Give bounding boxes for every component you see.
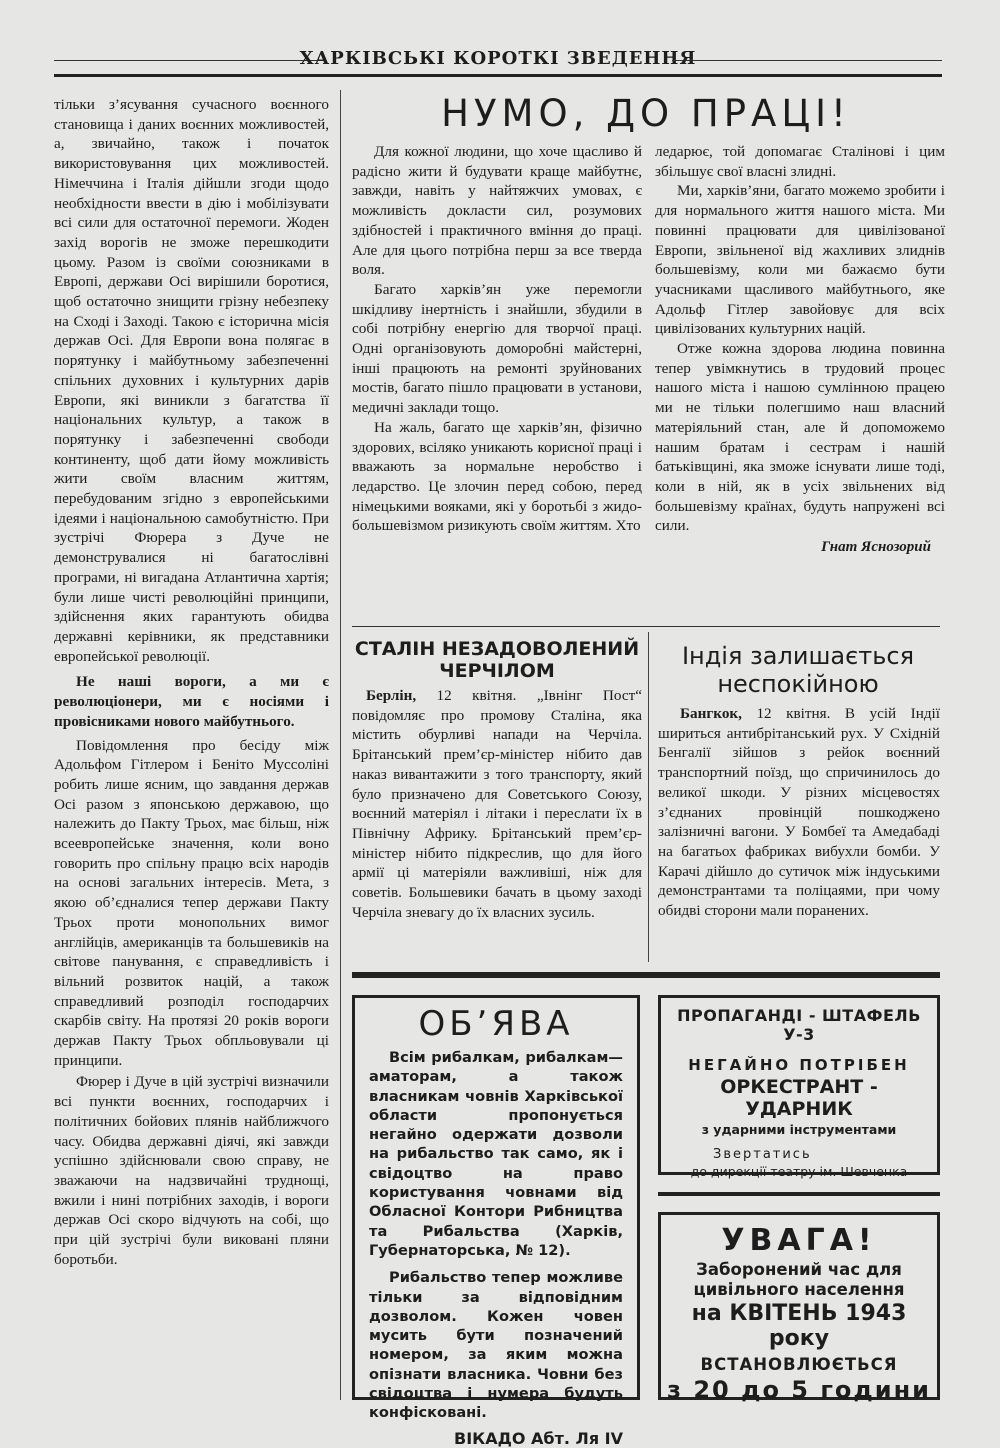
notice-signature: ВІКАДО Абт. Ля IV — [454, 1428, 623, 1448]
column-divider — [340, 90, 341, 1400]
masthead-rule-right — [672, 60, 942, 61]
stalin-article-body — [352, 686, 642, 922]
article-text: 12 квітня. „Івнінг Пост“ повідомляє про промову Сталіна, яка містить обурливі напади на Черчіла. Брітанський прем’єр-міністер нібито дав наказ вивантажити з того транспорту, який було призначено для Советського Союзу, воєнний матеріял і літаки і переслати їх в Північну Африку. Брітанський прем’єр-міністер нібито підкреслив, що для його армії ці матеріяли важливіші, ніж для советів. Большевики бачать в цьому заході Черчіла зневагу до їх власних зусиль. — [352, 687, 642, 921]
notice-box — [352, 995, 640, 1448]
paragraph: Фюрер і Дуче в цій зустрічі визначили всі пункти воєнних, господарчих і політичних бойових плянів найближчого часу. Обидва державні діячі, які завжди успішно здійснювали свою справу, не зважаючи на надзвичайні труднощі, вжили і нині потрібних заходів, і вороги держав Осі скоро відчують на собі, що при цій зустрічі були виковані пляни боротьби. — [54, 1073, 329, 1268]
paragraph: Всім рибалкам, рибалкам—аматорам, а також власникам човнів Харківської области пропонується негайно одержати дозволи на рибальство так само, як і свідоцтво на право користування човнами від Обласної Контори Рибництва та Рибальства (Харків, Губернаторська, № 12). — [369, 1049, 623, 1259]
stalin-headline: СТАЛІН НЕЗАДОВОЛЕНИЙ ЧЕРЧІЛОМ — [354, 638, 640, 682]
india-headline: Індія залишається неспокійною — [681, 642, 915, 698]
bold-paragraph: Не наші вороги, а ми є революціонери, ми є носіями і провісниками нового майбутнього. — [54, 673, 329, 730]
section-rule-thick — [658, 1192, 940, 1196]
paragraph: Повідомлення про бесіду між Адольфом Гітлером і Беніто Муссоліні робить лише ясним, що завдання держав Осі разом з японською державою, що належить до Пакту Трьох, має більш, ніж всеевропейське значення, коли воно говорить про спільну працю всіх народів на основі загальних інтересів. Мета, з якою об’єдналися тепер держави Пакту Трьох проти монопольних вимог англійців, американців та большевиків на світове панування, є справедливість і вільний розвиток націй, а також справедливий розподіл господарчих скарбів світу. На протязі 20 років вороги держав Пакту Трьох обпльовували ці принципи. — [54, 736, 329, 1069]
notice-text — [369, 1048, 623, 1423]
paragraph: Отже кожна здорова людина повинна тепер увімкнутись в трудовий процес нашого міста і нашою сумлінною працею ми не тільки полегшимо наш власний матеріяльний стан, але й допоможемо нашим братам і сестрам і нашій батьківщині, яка зможе існувати лише тоді, коли в ній, як в усіх звільнених від большевізму країнах, будуть напружені всі сили. — [655, 340, 945, 535]
curfew-line: на КВІТЕНЬ 1943 року — [691, 1301, 907, 1351]
newspaper-title: ХАРКІВСЬКІ КОРОТКІ ЗВЕДЕННЯ — [299, 48, 697, 69]
propaganda-ad-line: НЕГАЙНО ПОТРІБЕН — [688, 1056, 910, 1074]
curfew-line: ВСТАНОВЛЮЄТЬСЯ — [700, 1355, 898, 1374]
propaganda-ad-line: з ударними інструментами — [701, 1122, 897, 1137]
paragraph — [658, 704, 940, 921]
paragraph: Рибальство тепер можливе тільки за відповідним дозволом. Кожен човен мусить бути позначений номером, за яким можна опізнати власника. Човни без свідоцтва і нумера будуть конфіскованi. — [369, 1269, 623, 1422]
propaganda-ad-box — [658, 995, 940, 1179]
curfew-title: УВАГА! — [721, 1223, 877, 1258]
dateline: Бангкок, — [680, 705, 742, 722]
curfew-box — [658, 1212, 940, 1404]
propaganda-ad-title: ПРОПАГАНДІ - ШТАФЕЛЬ У-3 — [677, 1006, 921, 1044]
paragraph: Для кожної людини, що хоче щасливо й радісно жити й будувати краще майбутнє, завжди, навіть у найтяжчих умовах, є можливість докласти сил, розумових здібностей і практичного вміння до праці. Але для цього потрібна перш за все тверда воля. — [352, 143, 642, 279]
curfew-line: Заборонений час для — [696, 1260, 902, 1279]
main-article-column-2 — [655, 142, 945, 558]
dateline: Берлін, — [366, 687, 417, 704]
section-rule — [352, 626, 940, 627]
notice-title: ОБ’ЯВА — [418, 1004, 574, 1044]
propaganda-ad-line: Звертатись — [713, 1147, 812, 1162]
main-article-column-1 — [352, 142, 642, 536]
left-column-article — [54, 95, 329, 1269]
india-article-body — [658, 704, 940, 921]
propaganda-ad-line: ОРКЕСТРАНТ - УДАРНИК — [720, 1076, 878, 1120]
section-rule-thick — [352, 972, 940, 978]
author-signature: Гнат Яснозорий — [821, 539, 931, 556]
main-headline: НУМО, ДО ПРАЦІ! — [441, 92, 851, 135]
paragraph: ледарює, той допомагає Сталінові і цим збільшує свої власні злидні. — [655, 143, 945, 180]
masthead — [54, 46, 942, 77]
column-divider — [648, 632, 649, 962]
propaganda-ad-line: до дирекції театру ім. Шевченка — [690, 1164, 908, 1179]
curfew-line: цивільного населення — [693, 1280, 905, 1299]
curfew-line: з 20 до 5 години — [667, 1376, 931, 1404]
paragraph — [352, 686, 642, 922]
paragraph: Ми, харків’яни, багато можемо зробити і для нормального життя нашого міста. Ми повинні працювати для цивілізованої Европи, звільненої від жахливих злиднів большевізму, коли ми бажаємо бути учасниками щасливого майбутнього, яке Адольф Гітлер завойовує для всіх цивілізованих культурних націй. — [655, 182, 945, 338]
paragraph: тільки з’ясування сучасного воєнного становища і даних воєнних можливостей, а, звичайно, також і початок використовування цих можливостей. Німеччина і Італія дійшли згоди щодо необхідности ввести в дію і мобілізувати всі сили для остаточної перемоги. Жоден захід ворогів не зможе перешкодити цьому. Разом із своїми союзниками в Европі, держави Осі вирішили боротися, щоб остаточно знищити грізну небезпеку на Сході і Заході. Такою є історична місія держав Осі. Для Европи вона полягає в порятунку і майбутньому забезпеченні спільних духовних і культурних дарів Европи, які виникли з багатства її національних культур, а також в порятунку і забезпеченні свободи континенту, щоб дати йому можливість жити своїм власним життям, перебудованим згідно з европейськими ідеями і національною самобутністю. При зустрічі Фюрера з Дуче не демонструвалися ні багатослівні програми, ні вигадана Атлантична хартія; були лише чисті революційні принципи, здійснення яких гарантують обидва державні керівники, як представники европейської революції. — [54, 96, 329, 665]
article-text: 12 квітня. В усій Індії шириться антибрітанський рух. У Східній Бенгалії зійшов з рейок воєнний транспортний поїзд, що спричинилось до великої шкоди. У різних місцевостях з’єднаних провінцій пошкоджено залізничні вагони. У Бомбеї та Амедабаді на багатьох фабриках вибухли бомби. У Карачі дійшло до сутичок між індуськими демонстрантами та поліцаями, при чому обидві сторони мали поранених. — [658, 705, 940, 920]
paragraph: На жаль, багато ще харків’ян, фізично здорових, всіляко уникають корисної праці і вважають за нормальне неробство і ледарство. Це злочин перед собою, перед німецькими вояками, які у боротьбі з жидо-большевізмом ризикують своїм життям. Хто — [352, 418, 642, 535]
paragraph: Багато харків’ян уже перемогли шкідливу інертність і знайшли, збудили в собі потрібну енергію для творчої праці. Одні організовують доморобні майстерні, інші працюють на ремонті зруйнованих мостів, багато пішло працювати в установи, медичні заклади тощо. — [352, 280, 642, 417]
